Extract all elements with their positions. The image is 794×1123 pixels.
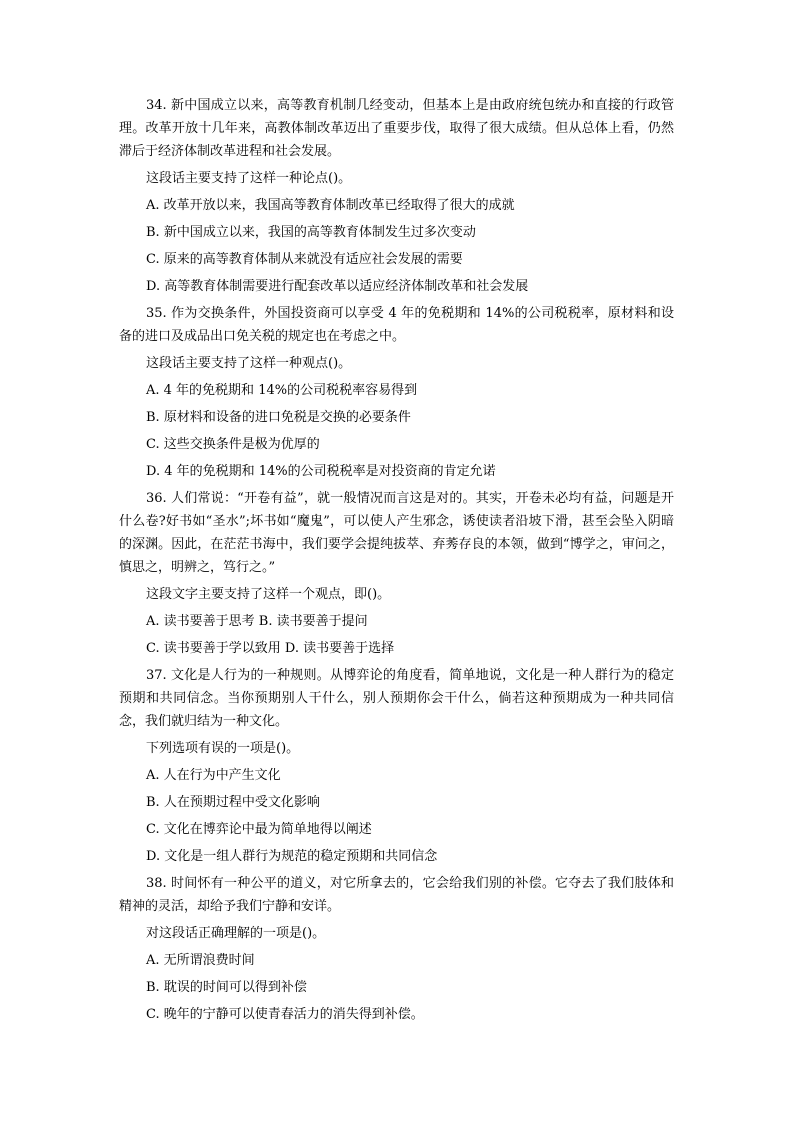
question-stem: 这段话主要支持了这样一种论点()。: [146, 171, 352, 186]
option-a: A. 无所谓浪费时间: [146, 953, 255, 968]
option-ab: A. 读书要善于思考 B. 读书要善于提问: [146, 614, 368, 629]
question-passage: 38. 时间怀有一种公平的道义，对它所拿去的，它会给我们别的补偿。它夺去了我们肢体和精神的灵活，却给予我们宁静和安详。: [119, 876, 674, 914]
question-passage: 35. 作为交换条件，外国投资商可以享受 4 年的免税期和 14%的公司税税率，原材料和设备的进口及成品出口免关税的规定也在考虑之中。: [119, 306, 674, 344]
question-stem: 这段文字主要支持了这样一个观点，即()。: [146, 587, 391, 602]
option-c: C. 晚年的宁静可以使青春活力的消失得到补偿。: [146, 1007, 424, 1022]
question-35: [119, 302, 674, 483]
question-passage: 34. 新中国成立以来，高等教育机制几经变动，但基本上是由政府统包统办和直接的行政管理。改革开放十几年来，高教体制改革迈出了重要步伐，取得了很大成绩。但从总体上看，仍然滞后于经济体制改革进程和社会发展。: [119, 98, 674, 159]
option-a: A. 4 年的免税期和 14%的公司税税率容易得到: [146, 383, 418, 398]
question-stem: 这段话主要支持了这样一种观点()。: [146, 356, 352, 371]
option-a: A. 改革开放以来，我国高等教育体制改革已经取得了很大的成就: [146, 198, 515, 213]
question-38: [119, 872, 674, 1026]
option-c: C. 原来的高等教育体制从来就没有适应社会发展的需要: [146, 252, 463, 267]
question-34: [119, 94, 674, 298]
option-a: A. 人在行为中产生文化: [146, 768, 281, 783]
question-stem: 下列选项有误的一项是()。: [146, 741, 300, 756]
option-c: C. 这些交换条件是极为优厚的: [146, 437, 320, 452]
option-b: B. 耽误的时间可以得到补偿: [146, 980, 307, 995]
option-b: B. 人在预期过程中受文化影响: [146, 795, 320, 810]
option-d: D. 高等教育体制需要进行配套改革以适应经济体制改革和社会发展: [146, 279, 529, 294]
option-b: B. 新中国成立以来，我国的高等教育体制发生过多次变动: [146, 225, 476, 240]
option-d: D. 文化是一组人群行为规范的稳定预期和共同信念: [146, 849, 438, 864]
question-stem: 对这段话正确理解的一项是()。: [146, 926, 326, 941]
option-cd: C. 读书要善于学以致用 D. 读书要善于选择: [146, 641, 395, 656]
option-d: D. 4 年的免税期和 14%的公司税税率是对投资商的肯定允诺: [146, 464, 496, 479]
question-37: [119, 664, 674, 868]
question-passage: 36. 人们常说：“开卷有益”，就一般情况而言这是对的。其实，开卷未必均有益，问题是开什么卷?好书如“圣水”;坏书如“魔鬼”，可以使人产生邪念，诱使读者沿坡下滑，甚至会坠入阴暗的深渊。因此，在茫茫书海中，我们要学会提纯拔萃、弃莠存良的本领，做到“博学之，审问之，慎思之，明辨之，笃行之。”: [119, 491, 674, 575]
option-b: B. 原材料和设备的进口免税是交换的必要条件: [146, 410, 411, 425]
option-c: C. 文化在博弈论中最为简单地得以阐述: [146, 822, 372, 837]
question-36: [119, 487, 674, 660]
question-passage: 37. 文化是人行为的一种规则。从博弈论的角度看，简单地说，文化是一种人群行为的稳定预期和共同信念。当你预期别人干什么，别人预期你会干什么，倘若这种预期成为一种共同信念，我们就归结为一种文化。: [119, 668, 674, 729]
